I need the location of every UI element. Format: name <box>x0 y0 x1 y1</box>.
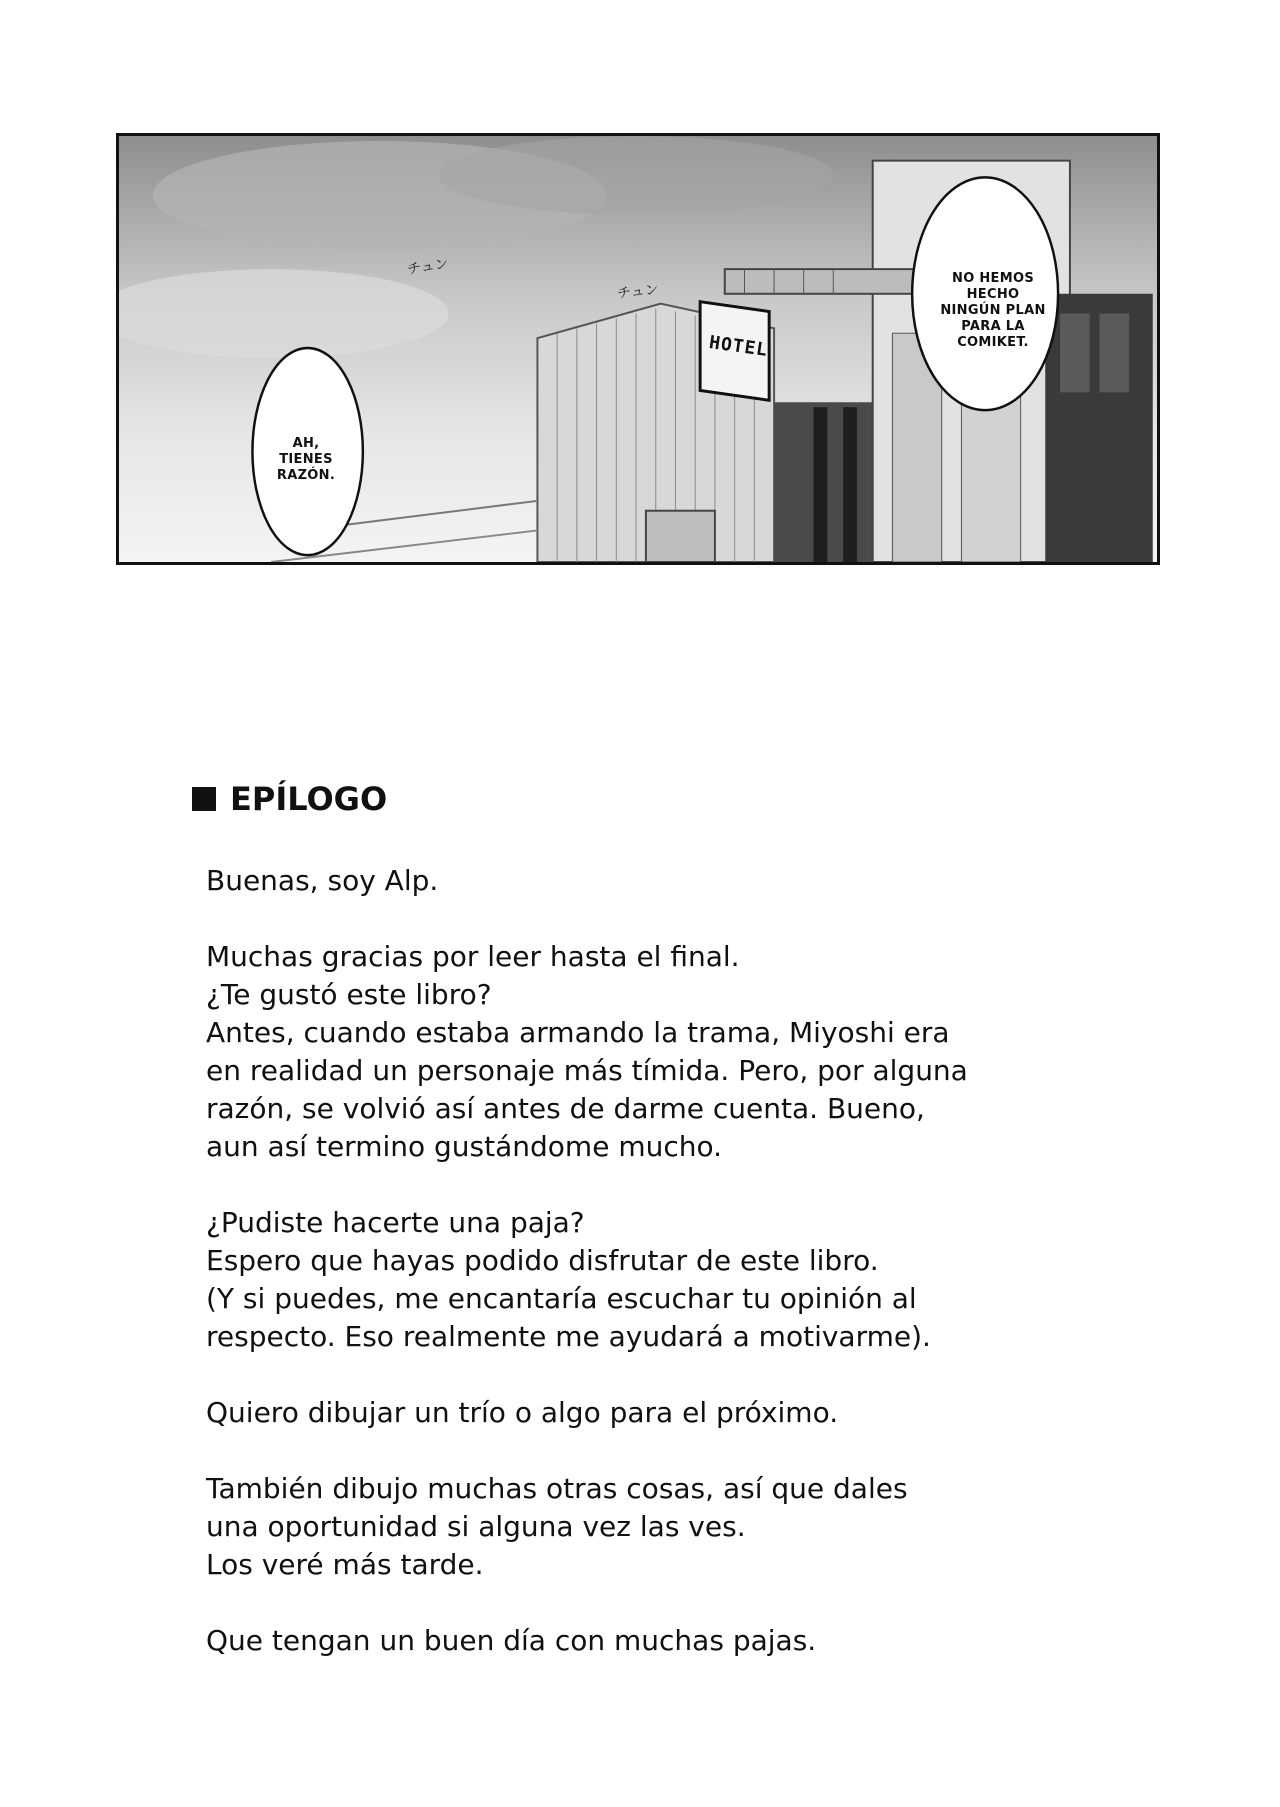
text-line: Los veré más tarde. <box>206 1548 484 1581</box>
paragraph <box>206 1394 1166 1432</box>
black-square-icon <box>192 787 216 811</box>
text-line: Antes, cuando estaba armando la trama, Miyoshi era <box>206 1016 950 1049</box>
text-line: respecto. Eso realmente me ayudará a motivarme). <box>206 1320 931 1353</box>
hotel-sign-text: HOTEL <box>707 331 770 362</box>
text-line: aun así termino gustándome mucho. <box>206 1130 723 1163</box>
speech-text-left: AH, TIENES RAZÓN. <box>276 436 336 483</box>
epilogue-title: EPÍLOGO <box>230 780 388 818</box>
text-line: Espero que hayas podido disfrutar de este libro. <box>206 1244 879 1277</box>
sfx-chirp-2: チュン <box>616 281 660 303</box>
text-line: ¿Te gustó este libro? <box>206 978 492 1011</box>
paragraph <box>206 938 1166 1166</box>
sfx-chirp-1: チュン <box>406 256 450 278</box>
paragraph <box>206 1470 1166 1584</box>
text-line: También dibujo muchas otras cosas, así que dales <box>206 1472 908 1505</box>
manga-panel <box>116 133 1160 565</box>
text-line: Que tengan un buen día con muchas pajas. <box>206 1624 817 1657</box>
text-line: Quiero dibujar un trío o algo para el próximo. <box>206 1396 839 1429</box>
speech-text-right: NO HEMOS HECHO NINGÚN PLAN PARA LA COMIKET. <box>940 271 1046 350</box>
text-line: (Y si puedes, me encantaría escuchar tu opinión al <box>206 1282 917 1315</box>
text-line: una oportunidad si alguna vez las ves. <box>206 1510 746 1543</box>
paragraph <box>206 1622 1166 1660</box>
paragraph <box>206 862 1166 900</box>
epilogue-body <box>206 862 1166 1698</box>
text-line: en realidad un personaje más tímida. Pero, por alguna <box>206 1054 968 1087</box>
text-line: Buenas, soy Alp. <box>206 864 439 897</box>
text-line: Muchas gracias por leer hasta el final. <box>206 940 740 973</box>
epilogue-heading <box>192 780 387 818</box>
text-line: ¿Pudiste hacerte una paja? <box>206 1206 585 1239</box>
text-line: razón, se volvió así antes de darme cuenta. Bueno, <box>206 1092 925 1125</box>
paragraph <box>206 1204 1166 1356</box>
